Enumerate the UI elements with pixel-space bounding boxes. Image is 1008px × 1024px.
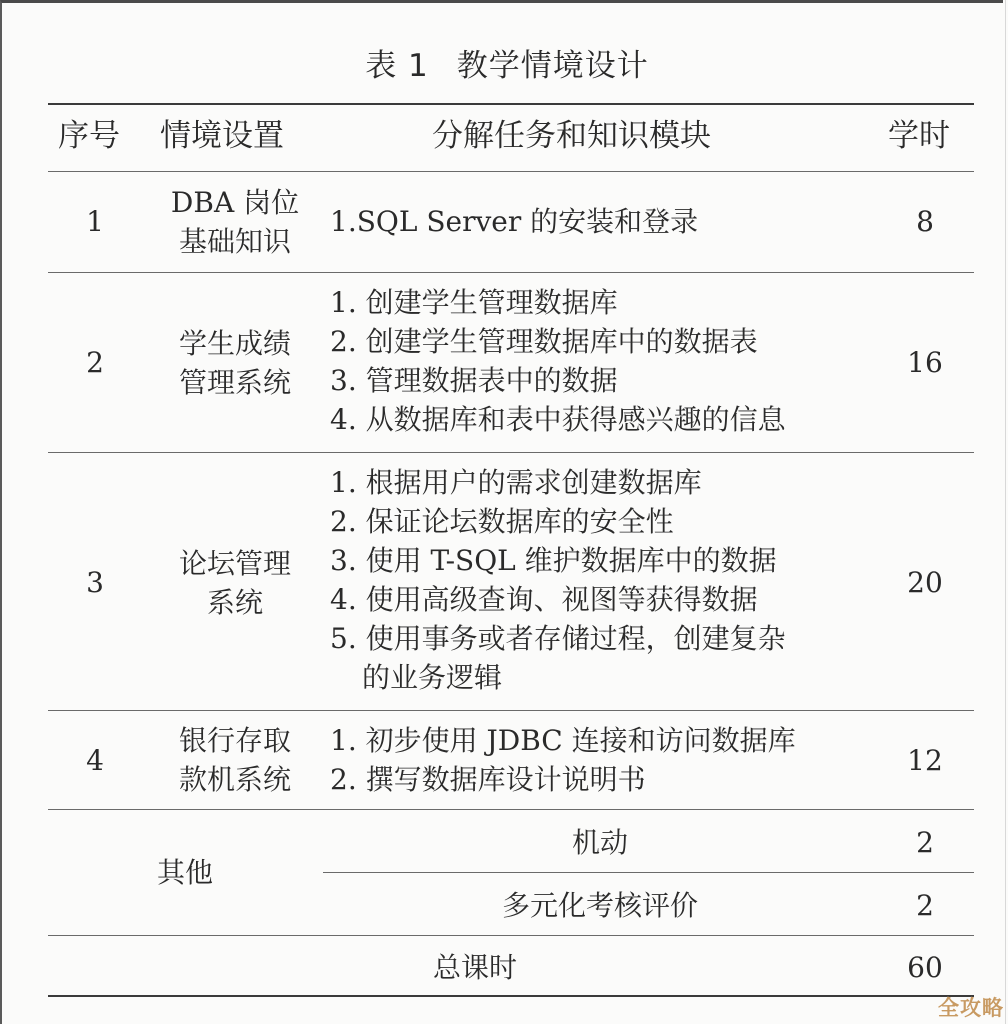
table-title — [0, 40, 1008, 85]
top-rule — [48, 103, 974, 105]
row-tasks: 1. 根据用户的需求创建数据库 2. 保证论坛数据库的安全性 3. 使用 T-SQL 维护数据库中的数据 4. 使用高级查询、视图等获得数据 5. 使用事务或者存储过程，创建复杂 的业务逻辑 — [330, 466, 786, 694]
row-scenario: DBA 岗位 基础知识 — [170, 186, 300, 258]
bottom-rule — [48, 995, 974, 997]
row-index: 3 — [86, 566, 104, 599]
row-index: 4 — [86, 744, 104, 777]
table-number: 表 1 — [365, 48, 429, 84]
header-rule — [48, 171, 974, 172]
other-divider — [323, 872, 974, 873]
row-tasks: 1. 初步使用 JDBC 连接和访问数据库 2. 撰写数据库设计说明书 — [330, 724, 796, 796]
header-hours: 学时 — [888, 118, 950, 154]
row-tasks: 1.SQL Server 的安装和登录 — [330, 205, 699, 238]
row-index: 1 — [86, 205, 104, 238]
row-divider — [48, 809, 974, 810]
row-divider — [48, 710, 974, 711]
row-hours: 12 — [907, 744, 943, 777]
row-scenario: 学生成绩 管理系统 — [178, 327, 291, 399]
row-hours: 8 — [916, 205, 934, 238]
total-hours: 60 — [907, 951, 943, 984]
row-hours: 16 — [907, 346, 943, 379]
row-tasks: 1. 创建学生管理数据库 2. 创建学生管理数据库中的数据表 3. 管理数据表中的数据 4. 从数据库和表中获得感兴趣的信息 — [330, 286, 786, 436]
other-label: 其他 — [156, 856, 213, 889]
watermark-logo: 全攻略 — [938, 996, 1004, 1020]
row-hours: 20 — [907, 566, 943, 599]
row-scenario: 论坛管理 系统 — [178, 547, 291, 619]
row-index: 2 — [86, 346, 104, 379]
header-index: 序号 — [58, 118, 120, 154]
other-item-task: 机动 — [571, 826, 628, 859]
row-divider — [48, 452, 974, 453]
row-divider — [48, 272, 974, 273]
other-item-hours: 2 — [916, 889, 934, 922]
table-caption: 教学情境设计 — [456, 48, 649, 84]
header-tasks: 分解任务和知识模块 — [432, 118, 711, 154]
row-divider — [48, 935, 974, 936]
other-item-hours: 2 — [916, 826, 934, 859]
row-scenario: 银行存取 款机系统 — [178, 724, 291, 796]
total-label: 总课时 — [432, 951, 517, 984]
other-item-task: 多元化考核评价 — [501, 889, 698, 922]
header-scenario: 情境设置 — [160, 118, 284, 154]
page-edge — [1005, 0, 1006, 1024]
